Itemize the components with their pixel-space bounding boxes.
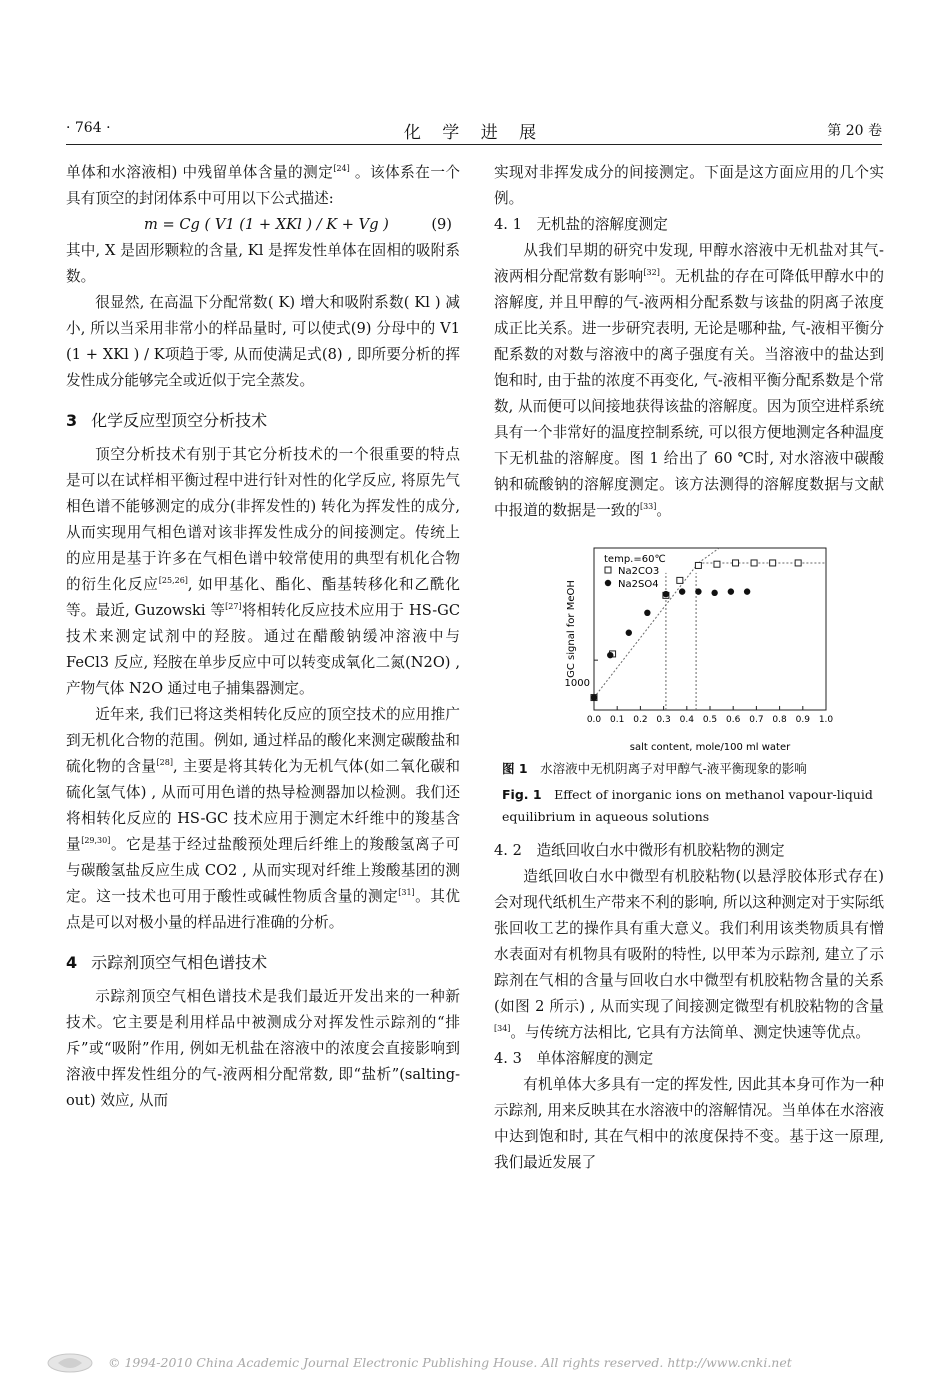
x-tick-label: 0.8 <box>772 715 787 725</box>
y-axis-label: GC signal for MeOH <box>566 580 577 678</box>
citation[interactable]: [25,26] <box>158 576 188 586</box>
x-tick-label: 0.2 <box>633 715 648 725</box>
temperature-annotation: temp.=60℃ <box>604 554 666 565</box>
citation[interactable]: [32] <box>643 268 660 278</box>
paragraph: 近年来, 我们已将这类相转化反应的顶空技术的应用推广到无机化合物的范围。例如, 通过样品的酸化来测定碳酸盐和硫化物的含量[28], 主要是将其转化为无机气体(如二氧化碳和硫化氢气体) , 从而可用色谱的热导检测器加以检测。我们还将相转化反应的 HS-GC 技术应用于测定木纤维中的羧基含量[29,30]。它是基于经过盐酸预处理后纤维上的羧酸氢离子可与碳酸氢盐反应生成 CO2 , 从而实现对纤维上羧酸基团的测定。这一技术也可用于酸性或碱性物质含量的测定[31]。其优点是可以对极小量的样品进行准确的分析。 <box>66 706 460 931</box>
x-tick-label: 0.3 <box>656 715 671 725</box>
figure-caption-cn: 图 1 水溶液中无机阴离子对甲醇气-液平衡现象的影响 <box>502 761 807 776</box>
x-tick-label: 0.5 <box>702 715 718 725</box>
paragraph: 造纸回收白水中微型有机胶粘物(以悬浮胶体形式存在) 会对现代纸机生产带来不利的影响, 所以这种测定对于实际纸张回收工艺的操作具有重大意义。我们利用该类物质具有憎水表面对有机物具有吸附的特性, 以甲苯为示踪剂, 建立了示踪剂在气相的含量与回收白水中微型有机胶粘物含量的关系(如图 2 所示) , 从而实现了间接测定微型有机胶粘物的含量[34]。与传统方法相比, 它具有方法简单、测定快速等优点。 <box>494 868 884 1041</box>
data-point-na2co3 <box>714 561 720 567</box>
subsection-heading: 4. 1 无机盐的溶解度测定 <box>494 216 668 233</box>
x-tick-label: 0.1 <box>610 715 625 725</box>
legend-marker-na2co3 <box>605 567 611 573</box>
data-point-na2co3 <box>770 560 776 566</box>
legend-label-na2co3: Na2CO3 <box>618 566 660 577</box>
right-column <box>494 160 884 1176</box>
citation[interactable]: [27] <box>225 602 242 612</box>
x-tick-label: 0.4 <box>679 715 694 725</box>
citation[interactable]: [28] <box>156 758 173 768</box>
data-point-na2co3 <box>677 577 683 583</box>
citation[interactable]: [29,30] <box>81 836 111 846</box>
paragraph: 有机单体大多具有一定的挥发性, 因此其本身可作为一种示踪剂, 用来反映其在水溶液中的溶解情况。当单体在水溶液中达到饱和时, 其在气相中的浓度保持不变。基于这一原理, 我们最近发展了 <box>494 1076 884 1171</box>
chart <box>494 532 884 754</box>
paragraph: 单体和水溶液相) 中残留单体含量的测定[24] 。该体系在一个具有顶空的封闭体系中可用以下公式描述: <box>66 164 461 207</box>
data-point-na2so4 <box>626 630 632 636</box>
data-point-na2co3 <box>795 560 801 566</box>
equation-9: m = Cg ( V1 (1 + XKl ) / K + Vg ) (9) <box>144 216 452 233</box>
figure-1 <box>494 532 884 754</box>
data-point-na2so4 <box>679 588 685 594</box>
journal-title: 化 学 进 展 <box>403 123 545 143</box>
data-point-na2co3 <box>733 560 739 566</box>
x-tick-label: 0.7 <box>749 715 764 725</box>
data-point-na2so4 <box>711 590 717 596</box>
subsection-heading: 4. 2 造纸回收白水中微形有机胶粘物的测定 <box>494 842 785 859</box>
volume: 第 20 卷 <box>827 123 882 139</box>
x-tick-label: 0.6 <box>726 715 741 725</box>
citation[interactable]: [24] <box>333 164 350 174</box>
citation[interactable]: [31] <box>398 888 415 898</box>
paragraph: 示踪剂顶空气相色谱技术是我们最近开发出来的一种新技术。它主要是利用样品中被测成分对挥发性示踪剂的“排斥”或“吸附”作用, 例如无机盐在溶液中的浓度会直接影响到溶液中挥发性组分的气-液两相分配常数, 即“盐析”(salting-out) 效应, 从而 <box>66 988 460 1109</box>
data-point-na2so4 <box>607 652 613 658</box>
legend <box>605 566 659 590</box>
header-rule <box>66 144 882 145</box>
data-point-na2so4 <box>728 588 734 594</box>
data-point-na2so4 <box>663 591 669 597</box>
paragraph: 其中, X 是固形颗粒的含量, Kl 是挥发性单体在固相的吸附系数。 <box>66 242 460 285</box>
data-point-na2so4 <box>695 588 701 594</box>
data-point-na2so4 <box>744 588 750 594</box>
copyright-text: © 1994-2010 China Academic Journal Electronic Publishing House. All rights reserved. http://www.cnki.net <box>108 1355 792 1370</box>
paragraph: 顶空分析技术有别于其它分析技术的一个很重要的特点是可以在试样相平衡过程中进行针对性的化学反应, 将原先气相色谱不能够测定的成分(非挥发性的) 转化为挥发性的成分, 从而实现用气相色谱对该非挥发性成分的间接测定。传统上的应用是基于许多在气相色谱中较常使用的典型有机化合物的衍生化反应[25,26], 如甲基化、酯化、酯基转移化和乙酰化等。最近, Guzowski 等[27]将相转化反应技术应用于 HS-GC 技术来测定试剂中的羟胺。通过在醋酸钠缓冲溶液中与 FeCl3 反应, 羟胺在单步反应中可以转变成氧化二氮(N2O) , 产物气体 N2O 通过电子捕集器测定。 <box>66 446 460 697</box>
subsection-heading: 4. 3 单体溶解度的测定 <box>494 1050 654 1067</box>
paragraph: 从我们早期的研究中发现, 甲醇水溶液中无机盐对其气-液两相分配常数有影响[32]。无机盐的存在可降低甲醇水中的溶解度, 并且甲醇的气-液两相分配系数与该盐的阴离子浓度成正比关系。进一步研究表明, 无论是哪种盐, 气-液相平衡分配系数的对数与溶液中的离子强度有关。当溶液中的盐达到饱和时, 由于盐的浓度不再变化, 气-液相平衡分配系数是个常数, 从而便可以间接地获得该盐的溶解度。因为顶空进样系统具有一个非常好的温度控制系统, 可以很方便地测定各种温度下无机盐的溶解度。图 1 给出了 60 ℃时, 对水溶液中碳酸钠和硫酸钠的溶解度测定。该方法测得的溶解度数据与文献中报道的数据是一致的[33]。 <box>494 242 884 519</box>
x-tick-label: 1.0 <box>818 715 834 725</box>
citation[interactable]: [33] <box>639 502 657 512</box>
legend-marker-na2so4 <box>605 580 611 586</box>
paragraph: 很显然, 在高温下分配常数( K) 增大和吸附系数( Kl ) 减小, 所以当采用非常小的样品量时, 可以使式(9) 分母中的 V1 (1 + XKl ) / K项趋于零, 从而使满足式(8) , 即所要分析的挥发性成分能够完全或近似于完全蒸发。 <box>66 294 460 389</box>
page-number: · 764 · <box>66 120 111 136</box>
x-ticks <box>587 660 834 725</box>
x-tick-label: 0.0 <box>586 715 602 725</box>
x-tick-label: 0.9 <box>795 715 810 725</box>
paragraph: 实现对非挥发成分的间接测定。下面是这方面应用的几个实例。 <box>494 164 884 207</box>
data-point-na2so4 <box>644 610 650 616</box>
cnki-logo-icon <box>46 1352 94 1374</box>
citation[interactable]: [34] <box>494 1024 511 1034</box>
legend-label-na2so4: Na2SO4 <box>618 579 659 590</box>
section-heading-3: 3 化学反应型顶空分析技术 <box>66 411 268 430</box>
figure-caption-en: Fig. 1 Effect of inorganic ions on methanol vapour-liquid equilibrium in aqueous solutions <box>502 787 873 824</box>
copyright-footer <box>46 1352 906 1376</box>
x-axis-label: salt content, mole/100 ml water <box>629 742 791 753</box>
left-column <box>66 160 460 1114</box>
data-point-na2co3 <box>695 562 701 568</box>
section-heading-4: 4 示踪剂顶空气相色谱技术 <box>66 953 268 972</box>
y-tick-label: 1000 <box>564 678 590 689</box>
data-point-na2co3 <box>751 560 757 566</box>
running-header <box>66 118 882 144</box>
data-point-na2so4 <box>591 694 597 700</box>
